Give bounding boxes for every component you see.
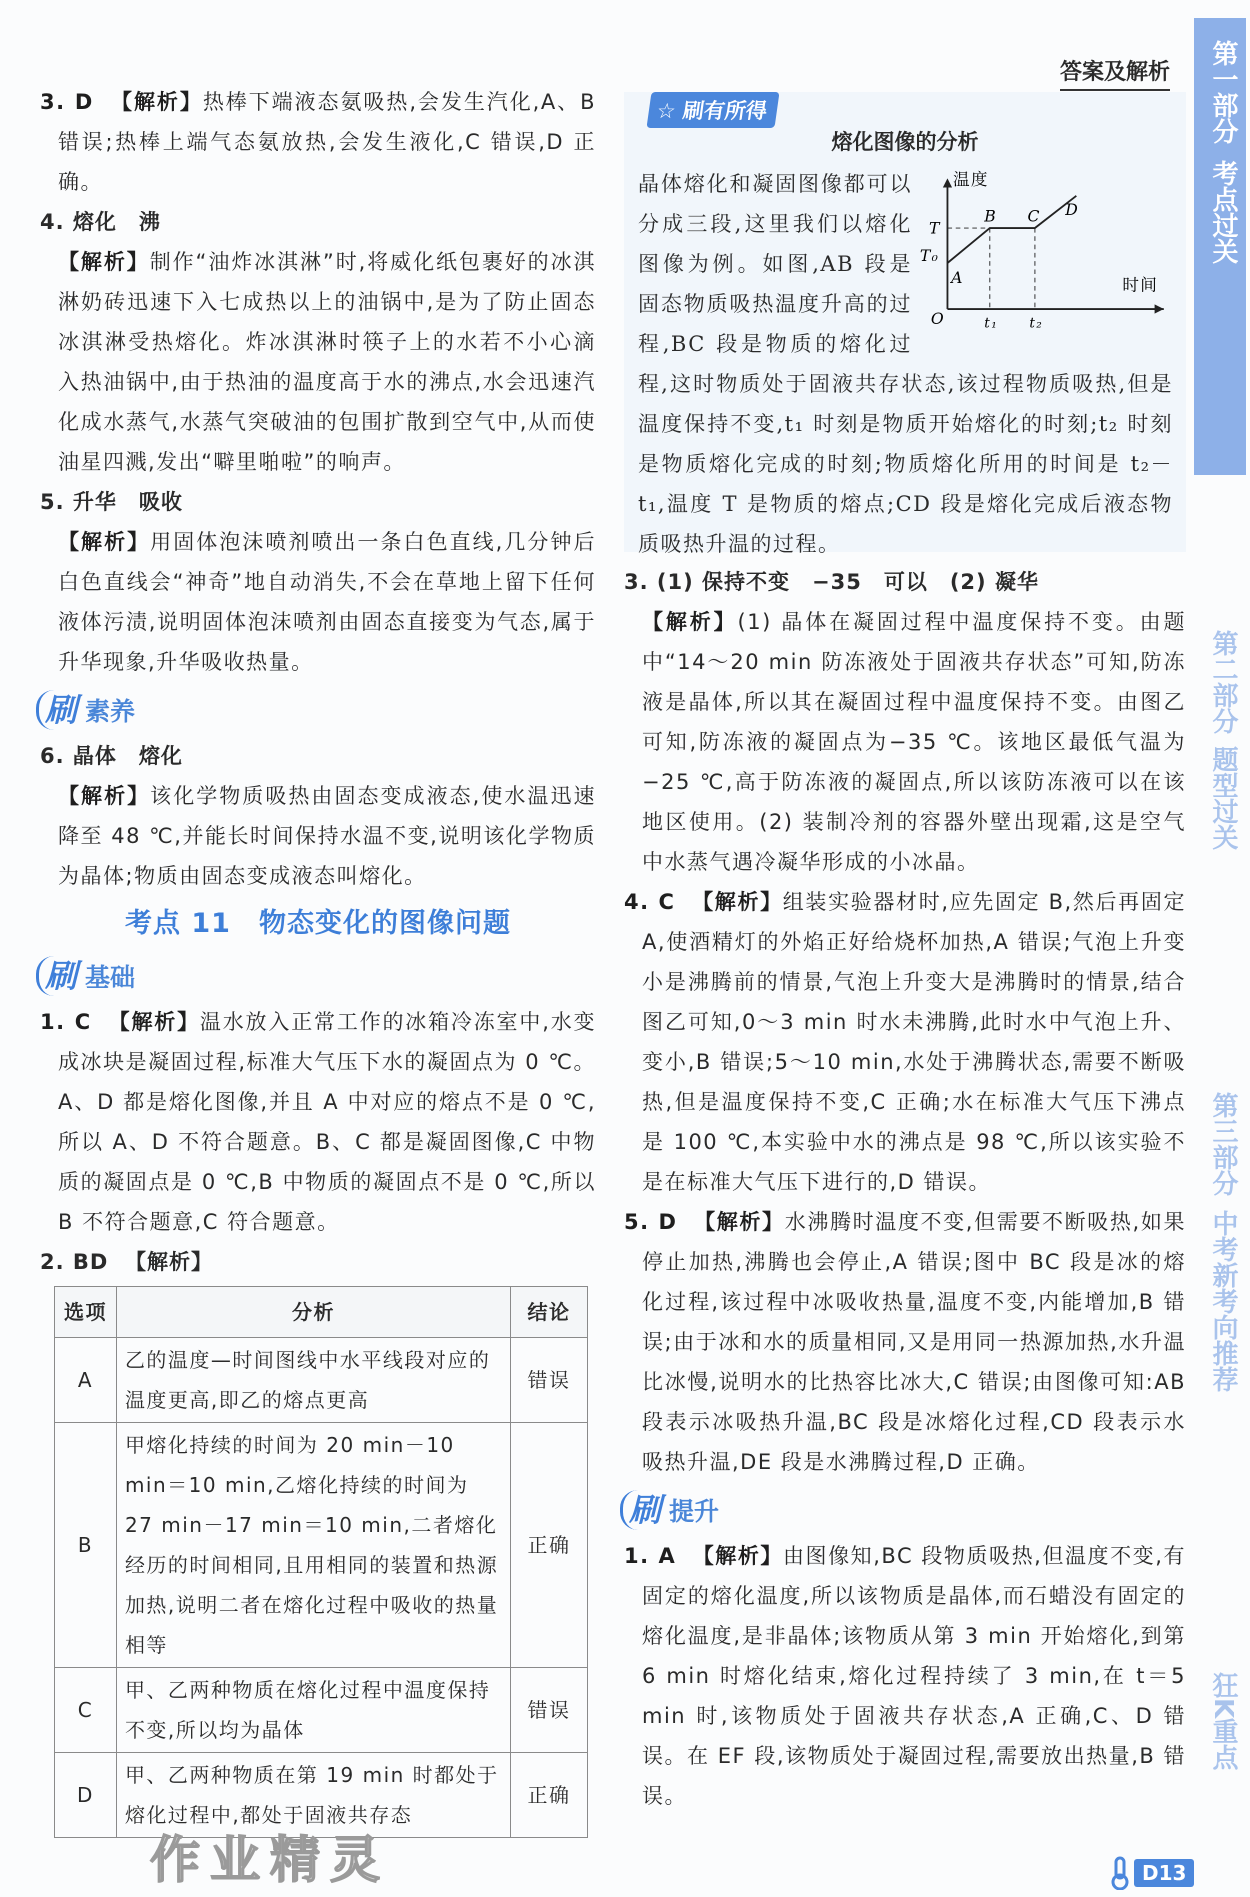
- table-row: [55, 1668, 588, 1753]
- answer-4-right: [624, 882, 1186, 1202]
- answer-label: 4. C: [624, 890, 676, 914]
- side-tab-kuang-k[interactable]: [1198, 1672, 1242, 1770]
- analysis-text: 该化学物质吸热由固态变成液态,使水温迅速降至 48 ℃,并能长时间保持水温不变,说明该化学物质为晶体;物质由固态变成液态叫熔化。: [58, 784, 597, 888]
- conclusion-cell: 错误: [511, 1338, 588, 1423]
- analysis-cell: 甲、乙两种物质在第 19 min 时都处于熔化过程中,都处于固液共存态: [116, 1753, 510, 1838]
- answer-3-right: [624, 562, 1186, 882]
- analysis-text: (1) 晶体在凝固过程中温度保持不变。由题中“14～20 min 防冻液处于固液共存状态”可知,防冻液是晶体,所以其在凝固过程中温度保持不变。由图乙可知,防冻液的凝固点为−35 ℃。该地区最低气温为−25 ℃,高于防冻液的凝固点,所以该防冻液可以在该地区使用。(2) 装制冷剂的容器外壁出现霜,这是空气中水蒸气遇冷凝华形成的小冰晶。: [642, 610, 1187, 874]
- star-icon: ☆: [655, 99, 678, 123]
- tab-part-label: 第二部分: [1208, 630, 1238, 734]
- conclusion-cell: 错误: [511, 1668, 588, 1753]
- analysis-tag: 【解析】: [692, 1544, 783, 1568]
- answer-label: 3. D: [40, 90, 94, 114]
- badge-label: 刷有所得: [681, 99, 769, 123]
- tab-part-label: 第三部分: [1208, 1092, 1238, 1196]
- side-tab-part-2[interactable]: [1198, 630, 1242, 850]
- summary-badge: [646, 92, 779, 128]
- section-title: 基础: [85, 963, 136, 992]
- section-title: 素养: [85, 697, 136, 726]
- melting-graph: [918, 164, 1173, 339]
- answer-1-advanced: [624, 1536, 1186, 1816]
- answer-5-right: [624, 1202, 1186, 1482]
- point-B-label: B: [984, 206, 998, 226]
- analysis-tag: 【解析】: [58, 250, 150, 274]
- melting-curve: [947, 196, 1076, 263]
- analysis-tag: 【解析】: [692, 890, 783, 914]
- answer-6: [40, 736, 596, 896]
- summary-text: 晶体熔化和凝固图像都可以分成三段,这里我们以熔化图像为例。如图,AB 段是固态物质吸热温度升高的过程,BC 段是物质的熔化过程,这时物质处于固液共存状态,该过程物质吸热,但是温度保持不变,t₁ 时刻是物质开始熔化的时刻;t₂ 时刻是物质熔化完成的时刻;物质熔化所用的时间是 t₂－t₁,温度 T 是物质的熔点;CD 段是熔化完成后液态物质吸热升温的过程。: [638, 172, 1173, 556]
- answer-label: 6. 晶体 熔化: [40, 744, 183, 768]
- answer-label: 3. (1) 保持不变 −35 可以 (2) 凝华: [624, 570, 1039, 594]
- option-cell: D: [55, 1753, 117, 1838]
- answer-3: [40, 82, 596, 202]
- tab-name-label: 中考新考向推荐: [1208, 1210, 1238, 1392]
- tab-name-label: 题型过关: [1208, 746, 1238, 850]
- analysis-text: 温水放入正常工作的冰箱冷冻室中,水变成冰块是凝固过程,标准大气压下水的凝固点为 0 ℃。A、D 都是熔化图像,并且 A 中对应的熔点不是 0 ℃,所以 A、D 不符合题意。B、C 都是凝固图像,C 中物质的凝固点是 0 ℃,B 中物质的凝固点不是 0 ℃,所以 B 不符合题意,C 符合题意。: [58, 1010, 597, 1234]
- thermometer-icon: [1108, 1856, 1132, 1890]
- analysis-cell: 甲熔化持续的时间为 20 min－10 min＝10 min,乙熔化持续的时间为 27 min－17 min＝10 min,二者熔化经历的时间相同,且用相同的装置和热源加热,说明二者在熔化过程中吸收的热量相等: [116, 1423, 510, 1668]
- column-header: 选项: [55, 1287, 117, 1338]
- analysis-tag: 【解析】: [108, 1010, 200, 1034]
- t1-label: t₁: [984, 315, 999, 332]
- answer-label: 5. 升华 吸收: [40, 490, 183, 514]
- analysis-text: 用固体泡沫喷剂喷出一条白色直线,几分钟后白色直线会“神奇”地自动消失,不会在草地上留下任何液体污渍,说明固体泡沫喷剂由固态直接变为气态,属于升华现象,升华吸收热量。: [58, 530, 597, 674]
- analysis-text: 由图像知,BC 段物质吸热,但温度不变,有固定的熔化温度,所以该物质是晶体,而石蜡没有固定的熔化温度,是非晶体;该物质从第 3 min 开始熔化,到第 6 min 时熔化结束,熔化过程持续了 3 min,在 t＝5 min 时,该物质处于固液共存状态,A 正确,C、D 错误。在 EF 段,该物质处于凝固过程,需要放出热量,B 错误。: [642, 1544, 1186, 1808]
- option-cell: A: [55, 1338, 117, 1423]
- conclusion-cell: 正确: [511, 1423, 588, 1668]
- analysis-text: 组装实验器材时,应先固定 B,然后再固定 A,使酒精灯的外焰正好给烧杯加热,A 错误;气泡上升变小是沸腾前的情景,气泡上升变大是沸腾时的情景,结合图乙可知,0～3 min 时水未沸腾,此时水中气泡上升、变小,B 错误;5～10 min,水处于沸腾状态,需要不断吸热,但是温度保持不变,C 正确;水在标准大气压下沸点是 100 ℃,本实验中水的沸点是 98 ℃,所以该实验不是在标准大气压下进行的,D 错误。: [642, 890, 1186, 1194]
- conclusion-cell: 正确: [511, 1753, 588, 1838]
- answer-label: 5. D: [624, 1210, 678, 1234]
- analysis-table: [54, 1286, 588, 1838]
- summary-text-block: [638, 164, 1173, 564]
- analysis-text: 热棒下端液态氨吸热,会发生汽化,A、B 错误;热棒上端气态氨放热,会发生液化,C 错误,D 正确。: [58, 90, 596, 194]
- point-D-label: D: [1065, 200, 1080, 220]
- summary-box: [624, 92, 1186, 556]
- page-header-title: 答案及解析: [1060, 55, 1170, 91]
- analysis-tag: 【解析】: [124, 1250, 213, 1274]
- section-title: 提升: [669, 1497, 720, 1526]
- origin-label: O: [930, 308, 946, 328]
- page-number-label: D13: [1134, 1859, 1194, 1887]
- shua-icon: 刷: [36, 690, 77, 730]
- tab-name-label: 考点过关: [1208, 160, 1238, 264]
- answer-1-basic: [40, 1002, 596, 1242]
- answer-2-basic: [40, 1242, 596, 1282]
- summary-title: 熔化图像的分析: [831, 130, 979, 154]
- analysis-cell: 乙的温度—时间图线中水平线段对应的温度更高,即乙的熔点更高: [116, 1338, 510, 1423]
- analysis-text: 水沸腾时温度不变,但需要不断吸热,如果停止加热,沸腾也会停止,A 错误;图中 BC 段是冰的熔化过程,该过程中冰吸收热量,温度不变,内能增加,B 错误;由于冰和水的质量相同,又是用同一热源加热,水升温比冰慢,说明水的比热容比冰大,C 错误;由图像可知:AB 段表示冰吸热升温,BC 段是冰熔化过程,CD 段表示水吸热升温,DE 段是水沸腾过程,D 正确。: [642, 1210, 1187, 1474]
- column-header: 分析: [116, 1287, 510, 1338]
- page-number: [1108, 1856, 1194, 1890]
- T-label: T: [929, 218, 941, 238]
- t2-label: t₂: [1029, 315, 1044, 332]
- analysis-tag: 【解析】: [694, 1210, 785, 1234]
- kaodian-heading: 考点 11 物态变化的图像问题: [125, 908, 511, 939]
- column-header: 结论: [511, 1287, 588, 1338]
- right-column: [624, 92, 1186, 1816]
- shua-icon: 刷: [620, 1490, 661, 1530]
- analysis-tag: 【解析】: [642, 610, 738, 634]
- table-row: [55, 1423, 588, 1668]
- section-suyang: [36, 688, 596, 732]
- analysis-cell: 甲、乙两种物质在熔化过程中温度保持不变,所以均为晶体: [116, 1668, 510, 1753]
- tab-name-label: 狂K重点: [1208, 1672, 1238, 1771]
- shua-icon: 刷: [36, 956, 77, 996]
- side-tab-part-3[interactable]: [1198, 1092, 1242, 1392]
- analysis-tag: 【解析】: [58, 530, 151, 554]
- analysis-tag: 【解析】: [58, 784, 151, 808]
- option-cell: C: [55, 1668, 117, 1753]
- analysis-tag: 【解析】: [111, 90, 203, 114]
- option-cell: B: [55, 1423, 117, 1668]
- analysis-text: 制作“油炸冰淇淋”时,将威化纸包裹好的冰淇淋奶砖迅速下入七成热以上的油锅中,是为了防止固态冰淇淋受热熔化。炸冰淇淋时筷子上的水若不小心滴入热油锅中,由于热油的温度高于水的沸点,水会迅速汽化成水蒸气,水蒸气突破油的包围扩散到空气中,从而使油星四溅,发出“噼里啪啦”的响声。: [58, 250, 597, 474]
- answer-4: [40, 202, 596, 482]
- x-axis-label: 时间: [1122, 275, 1159, 295]
- answer-label: 1. A: [624, 1544, 677, 1568]
- left-column: [40, 82, 596, 1838]
- side-tab-part-1[interactable]: [1198, 40, 1242, 264]
- answer-label: 1. C: [40, 1010, 92, 1034]
- watermark: 作业精灵: [150, 1831, 390, 1889]
- section-jichu: [36, 954, 596, 998]
- answer-5: [40, 482, 596, 682]
- point-C-label: C: [1027, 206, 1041, 226]
- point-A-label: A: [951, 268, 964, 288]
- y-axis-label: 温度: [952, 169, 989, 189]
- T0-label: T₀: [919, 246, 940, 266]
- answer-label: 4. 熔化 沸: [40, 210, 161, 234]
- table-row: [55, 1753, 588, 1838]
- section-tisheng: [620, 1488, 1186, 1532]
- tab-part-label: 第一部分: [1208, 40, 1238, 144]
- table-row: [55, 1338, 588, 1423]
- x-axis-arrow-icon: [1155, 304, 1164, 313]
- answer-label: 2. BD: [40, 1250, 109, 1274]
- y-axis-arrow-icon: [943, 178, 952, 187]
- table-header-row: [55, 1287, 588, 1338]
